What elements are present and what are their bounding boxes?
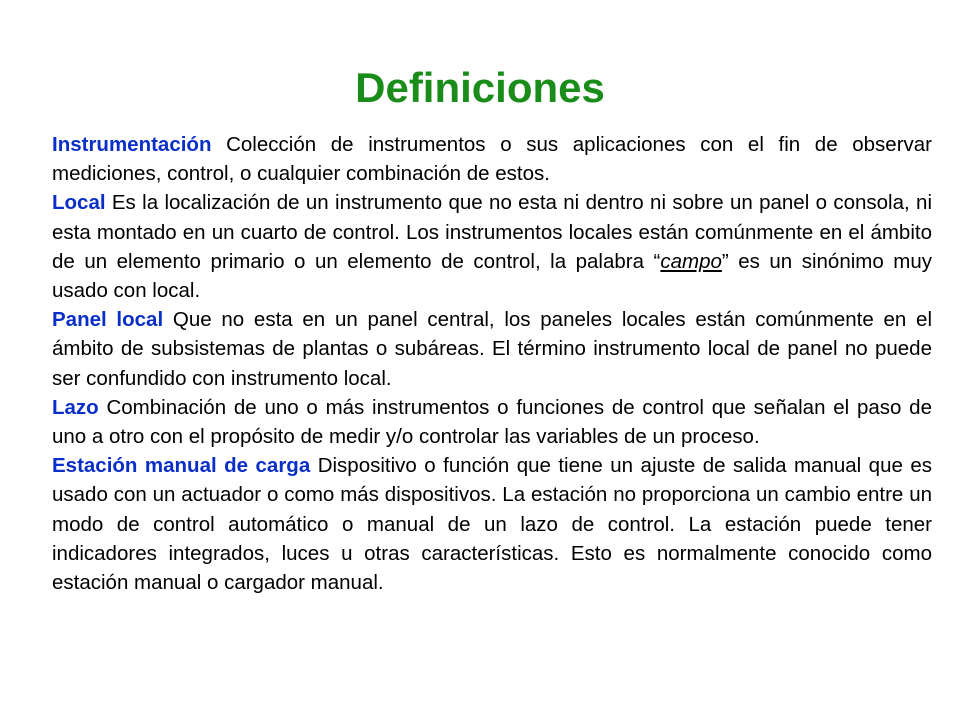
definition-estacion-manual xyxy=(52,451,932,597)
definition-local xyxy=(52,188,932,305)
definition-term: Lazo xyxy=(52,395,99,419)
definition-text: Que no esta en un panel central, los paneles locales están comúnmente en el ámbito de subsistemas de plantas o subáreas. El término instrumento local de panel no puede ser confundido con instrumento local. xyxy=(52,308,933,390)
definition-text: Combinación de uno o más instrumentos o funciones de control que señalan el paso de uno a otro con el propósito de medir y/o controlar las variables de un proceso. xyxy=(52,395,932,449)
definition-term: Estación manual de carga xyxy=(52,454,311,478)
page-title: Definiciones xyxy=(355,64,605,111)
definition-lazo xyxy=(52,393,932,451)
definition-text: Colección de instrumentos o sus aplicaciones con el fin de observar mediciones, control, o cualquier combinación de estos. xyxy=(52,133,932,186)
definition-term: Instrumentación xyxy=(52,133,212,156)
definition-text: Dispositivo o función que tiene un ajuste de salida manual que es usado con un actuador o como más dispositivos. La estación no proporciona un cambio entre un modo de control automático o manual de un lazo de control. La estación puede tener indicadores integrados, luces u otras características. Esto es normalmente conocido como estación manual o cargador manual. xyxy=(52,454,932,595)
definition-instrumentacion xyxy=(52,130,932,188)
emphasis-campo: campo xyxy=(660,249,722,273)
definition-text-end: ” es un sinónimo muy usado con local. xyxy=(52,249,932,303)
definition-term: Panel local xyxy=(52,308,164,332)
definitions-body xyxy=(52,130,932,597)
definition-text: Es la localización de un instrumento que no esta ni dentro ni sobre un panel o consola, ni esta montado en un cuarto de control. Los instrumentos locales están comúnmente en el ámbito de un elemento primario o un elemento de control, la palabra “ xyxy=(52,191,932,273)
definition-term: Local xyxy=(52,191,106,215)
definition-panel-local xyxy=(52,305,932,393)
